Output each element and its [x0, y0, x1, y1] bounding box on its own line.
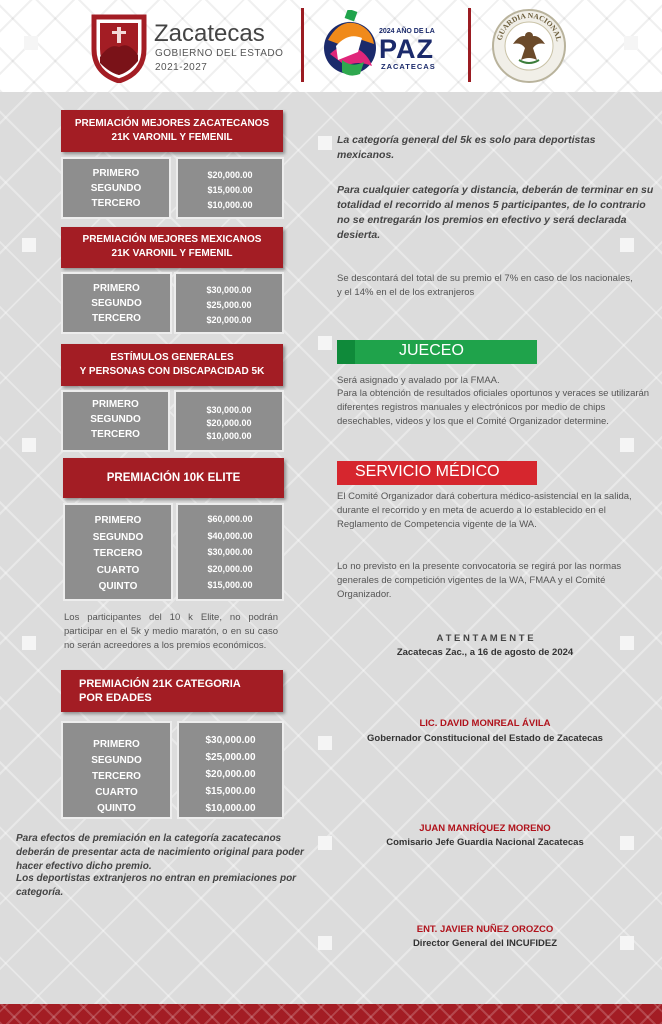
zacatecas-subtitle: GOBIERNO DEL ESTADO	[155, 48, 284, 59]
prize-amount: $60,000.00	[207, 514, 253, 524]
sec3-title-line1: ESTÍMULOS GENERALES	[110, 352, 234, 363]
sec3-title-line2: Y PERSONAS CON DISCAPACIDAD 5K	[79, 366, 265, 377]
medico-header	[337, 461, 537, 485]
guardia-nacional-ring-text	[491, 8, 567, 84]
prize-amount: $15,000.00	[207, 185, 253, 195]
prize-amount: $20,000.00	[206, 418, 252, 428]
paz-word: PAZ	[379, 34, 434, 64]
footer-band	[0, 1004, 662, 1024]
zacatecas-years: 2021-2027	[155, 62, 208, 73]
prize-amount: $30,000.00	[205, 735, 256, 746]
prize-amount: $10,000.00	[205, 803, 256, 814]
place-label: TERCERO	[91, 429, 140, 440]
sec1-amounts	[176, 157, 284, 219]
decor-square	[24, 36, 38, 50]
atentamente: A T E N T A M E N T E	[436, 633, 534, 644]
place-label: TERCERO	[91, 198, 141, 209]
signatory-2-role: Comisario Jefe Guardia Nacional Zacatecas	[386, 837, 584, 848]
header-divider	[468, 8, 471, 82]
place-label: TERCERO	[93, 548, 143, 559]
sec4-title: PREMIACIÓN 10K ELITE	[63, 458, 284, 498]
svg-text:GUARDIA NACIONAL: GUARDIA NACIONAL	[494, 10, 564, 43]
header-divider	[301, 8, 304, 82]
signatory-1-role: Gobernador Constitucional del Estado de Zacatecas	[367, 733, 603, 744]
place-label: PRIMERO	[94, 515, 142, 526]
sec1-places	[61, 157, 171, 219]
prize-amount: $15,000.00	[207, 580, 253, 590]
jueceo-header	[337, 340, 537, 364]
header-logos	[0, 0, 662, 92]
place-label: PRIMERO	[92, 399, 139, 410]
place-label: SEGUNDO	[92, 531, 144, 543]
medico-text: El Comité Organizador dará cobertura médico-asistencial en la salida, durante el recorrido y en meta de acuerdo a lo establecido en el Reglamento de Competencia vigente de la WA.	[337, 491, 632, 530]
decor-square	[624, 36, 638, 50]
signatory-1-name: LIC. DAVID MONREAL ÁVILA	[419, 718, 551, 729]
decor-square	[22, 238, 36, 252]
place-label: SEGUNDO	[90, 414, 141, 425]
decor-square	[318, 136, 332, 150]
sec2-title-line2: 21K VARONIL Y FEMENIL	[111, 248, 233, 259]
sec1-title-line2: 21K VARONIL Y FEMENIL	[111, 132, 233, 143]
jueceo-text-fmaa: Será asignado y avalado por la FMAA.	[337, 375, 500, 386]
footnote-zacatecanos: Para efectos de premiación en la categoría zacatecanos deberán de presentar acta de nacimiento original para poder hacer efectivo dicho premio.	[16, 833, 304, 872]
decor-square	[22, 636, 36, 650]
place-label: QUINTO	[98, 581, 138, 592]
prize-amount: $20,000.00	[205, 769, 256, 780]
sec4-places	[63, 503, 173, 601]
prize-amount: $20,000.00	[207, 170, 253, 180]
lugar-fecha: Zacatecas Zac., a 16 de agosto de 2024	[396, 647, 574, 658]
sec5-title-line1: PREMIACIÓN 21K CATEGORIA	[79, 678, 241, 690]
prize-amount: $20,000.00	[206, 315, 252, 325]
place-label: QUINTO	[97, 803, 136, 814]
place-label: SEGUNDO	[91, 755, 142, 766]
signatory-3-name: ENT. JAVIER NUÑEZ OROZCO	[416, 924, 554, 935]
medico-title: SERVICIO MÉDICO	[355, 463, 500, 480]
decor-square	[22, 438, 36, 452]
sec3-title	[61, 344, 283, 386]
sec5-places	[61, 721, 172, 819]
jueceo-title: JUECEO	[399, 342, 464, 359]
signatory-2-name: JUAN MANRÍQUEZ MORENO	[419, 823, 551, 834]
sec5-title-line2: POR EDADES	[79, 692, 152, 704]
prize-amount: $30,000.00	[207, 547, 253, 557]
para-5k-mexicanos: La categoría general del 5k es solo para deportistas mexicanos.	[337, 134, 596, 161]
place-label: SEGUNDO	[91, 298, 142, 309]
sec4-note: Los participantes del 10 k Elite, no podrán participar en el 5k y medio maratón, o en su caso no serán acreedores a los premios económicos.	[64, 612, 278, 651]
para-minimo-participantes: Para cualquier categoría y distancia, deberán de terminar en su totalidad el recorrido al menos 5 participantes, de lo contrario no se entregarán los premios en efectivo y será declarada desierta.	[337, 184, 654, 241]
dove-of-peace-icon	[322, 10, 378, 82]
sec2-places	[61, 272, 172, 334]
place-label: TERCERO	[92, 313, 141, 324]
prize-amount: $30,000.00	[206, 285, 252, 295]
sec4-amounts	[176, 503, 284, 601]
footnote-extranjeros: Los deportistas extranjeros no entran en premiaciones por categoría.	[16, 873, 297, 898]
place-label: PRIMERO	[92, 168, 140, 179]
sec2-amounts	[174, 272, 284, 334]
sec2-title-line1: PREMIACIÓN MEJORES MEXICANOS	[82, 234, 262, 245]
decor-square	[620, 438, 634, 452]
place-label: CUARTO	[96, 564, 140, 576]
zacatecas-crest-icon	[90, 13, 148, 83]
prize-amount: $25,000.00	[205, 752, 256, 763]
sec3-amounts	[174, 390, 284, 452]
para-descuento: Se descontará del total de su premio el 7% en caso de los nacionales, y el 14% en el de los extranjeros	[337, 273, 633, 298]
prize-amount: $20,000.00	[207, 563, 253, 574]
place-label: PRIMERO	[93, 739, 140, 750]
sec1-title-line1: PREMIACIÓN MEJORES ZACATECANOS	[74, 118, 270, 129]
place-label: TERCERO	[92, 771, 141, 782]
place-label: PRIMERO	[93, 283, 140, 294]
prize-amount: $15,000.00	[205, 786, 256, 797]
sec3-places	[61, 390, 170, 452]
prize-amount: $10,000.00	[207, 200, 253, 210]
sec5-amounts	[177, 721, 284, 819]
imprevisto-text: Lo no previsto en la presente convocatoria se regirá por las normas generales de competición vigentes de la WA, FMAA y el Comité Organizador.	[337, 561, 622, 600]
place-label: CUARTO	[95, 787, 138, 798]
place-label: SEGUNDO	[90, 183, 142, 194]
zacatecas-title: Zacatecas	[154, 20, 265, 47]
prize-amount: $30,000.00	[206, 405, 252, 415]
decor-square	[318, 336, 332, 350]
paz-year-line: 2024 AÑO DE LA	[379, 28, 435, 35]
sec1-title	[61, 110, 283, 152]
prize-amount: $40,000.00	[207, 530, 253, 541]
signatory-3-role: Director General del INCUFIDEZ	[412, 938, 558, 949]
sec2-title	[61, 227, 283, 268]
prize-amount: $10,000.00	[206, 431, 252, 441]
jueceo-text-registros: Para la obtención de resultados oficiales oportunos y veraces se utilizarán diferentes registros manuales y electrónicos por medio de chips desechables, videos y los que el Comité Organizador determine.	[337, 388, 650, 427]
paz-subtitle: ZACATECAS	[381, 62, 436, 71]
prize-amount: $25,000.00	[206, 300, 252, 310]
sec5-title	[61, 670, 283, 712]
